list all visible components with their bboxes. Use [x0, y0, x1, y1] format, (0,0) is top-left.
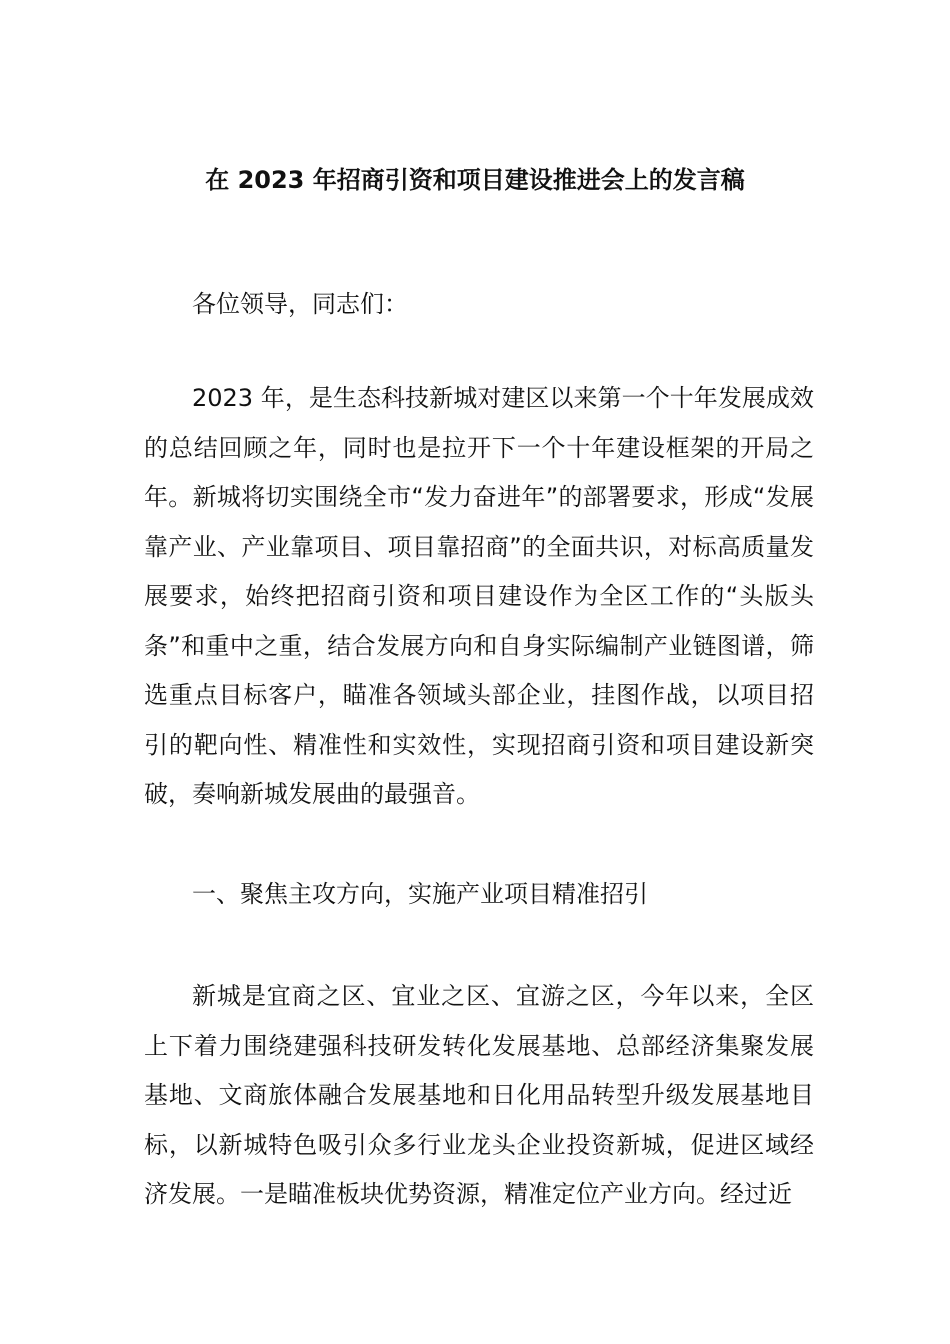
section-heading: 一、聚焦主攻方向，实施产业项目精准招引	[192, 880, 648, 908]
document-title: 在 2023 年招商引资和项目建设推进会上的发言稿	[205, 166, 745, 194]
body-paragraph: 2023 年，是生态科技新城对建区以来第一个十年发展成效的总结回顾之年，同时也是拉开下一个十年建设框架的开局之年。新城将切实围绕全市“发力奋进年”的部署要求，形成“发展靠产业、产业靠项目、项目靠招商”的全面共识，对标高质量发展要求，始终把招商引资和项目建设作为全区工作的“头版头条”和重中之重，结合发展方向和自身实际编制产业链图谱，筛选重点目标客户，瞄准各领域头部企业，挂图作战，以项目招引的靶向性、精准性和实效性，实现招商引资和项目建设新突破，奏响新城发展曲的最强音。	[144, 384, 814, 808]
body-paragraph: 新城是宜商之区、宜业之区、宜游之区，今年以来，全区上下着力围绕建强科技研发转化发展基地、总部经济集聚发展基地、文商旅体融合发展基地和日化用品转型升级发展基地目标，以新城特色吸引众多行业龙头企业投资新城，促进区域经济发展。一是瞄准板块优势资源，精准定位产业方向。经过近	[144, 982, 814, 1208]
salutation: 各位领导，同志们：	[192, 290, 408, 318]
